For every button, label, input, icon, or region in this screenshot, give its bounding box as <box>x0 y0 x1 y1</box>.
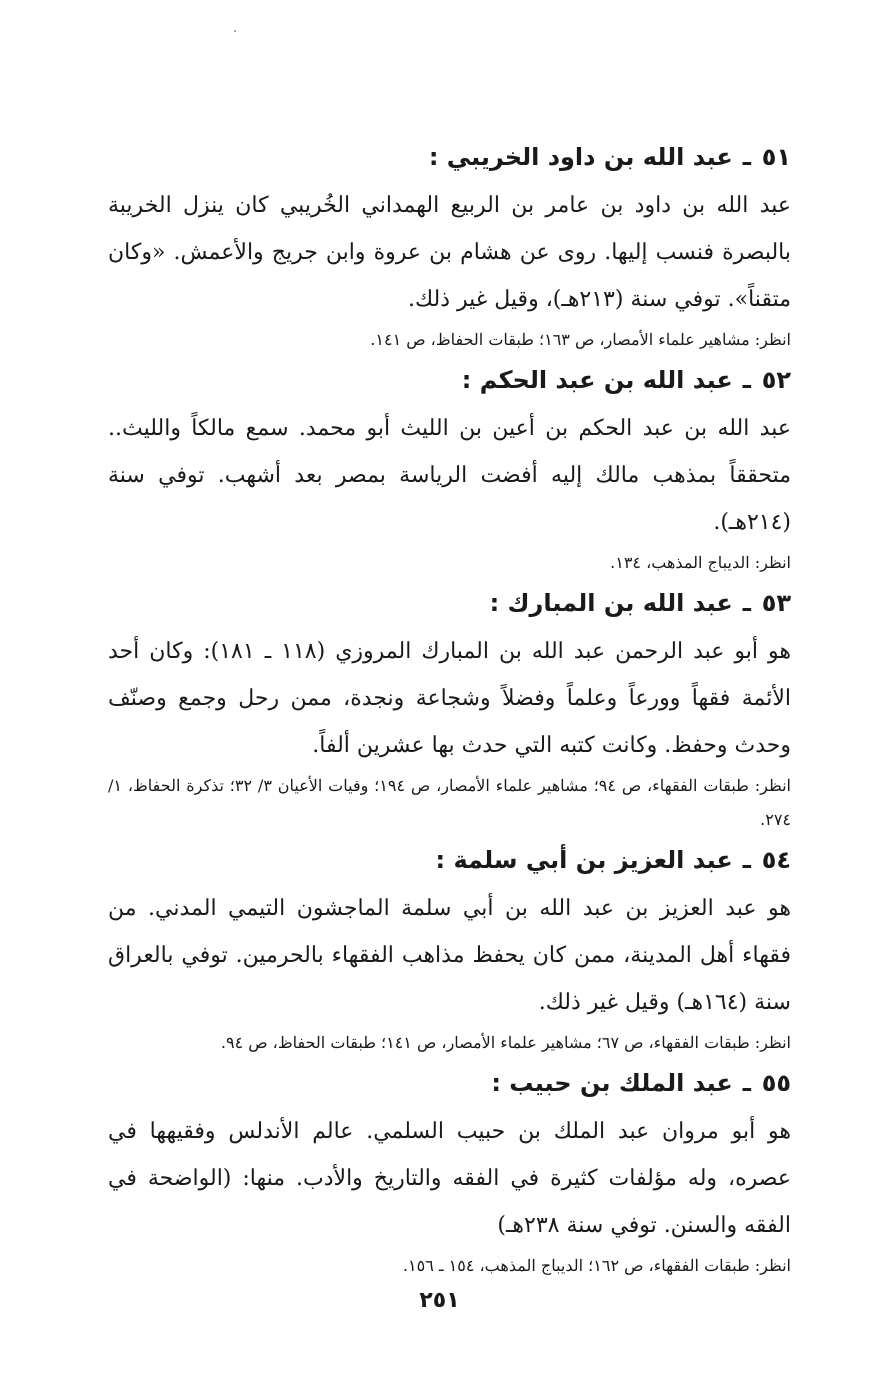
entry-heading <box>108 1066 791 1100</box>
entry-body: عبد الله بن عبد الحكم بن أعين بن الليث أبو محمد. سمع مالكاً والليث.. متحققاً بمذهب مالك إليه أفضت الرياسة بمصر بعد أشهب. توفي سنة (٢١٤هـ). <box>108 416 791 535</box>
entry-51 <box>108 140 791 357</box>
entry-dash: ـ <box>742 143 751 171</box>
entry-reference: انظر: مشاهير علماء الأمصار، ص ١٦٣؛ طبقات الحفاظ، ص ١٤١. <box>370 330 791 349</box>
entry-dash: ـ <box>742 589 751 617</box>
entry-body: هو أبو عبد الرحمن عبد الله بن المبارك المروزي (١١٨ ـ ١٨١): وكان أحد الأئمة فقهاً وورعاً وعلماً وفضلاً وشجاعة ونجدة، ممن رحل وجمع وصنّف وحدث وحفظ. وكانت كتبه التي حدث بها عشرين ألفاً. <box>108 639 792 758</box>
entry-name: عبد الله بن عبد الحكم : <box>461 366 733 394</box>
entry-body: عبد الله بن داود بن عامر بن الربيع الهمداني الخُريبي كان ينزل الخريبة بالبصرة فنسب إليها. روى عن هشام بن عروة وابن جريج والأعمش. «وكان متقناً». توفي سنة (٢١٣هـ)، وقيل غير ذلك. <box>108 193 791 312</box>
entry-number: ٥٣ <box>761 589 791 617</box>
entry-reference: انظر: طبقات الفقهاء، ص ٩٤؛ مشاهير علماء الأمصار، ص ١٩٤؛ وفيات الأعيان ٣/ ٣٢؛ تذكرة الحفاظ، ١/ ٢٧٤. <box>108 776 791 829</box>
entry-dash: ـ <box>742 1069 751 1097</box>
entry-heading <box>108 586 791 620</box>
page-number: ٢٥١ <box>419 1288 460 1313</box>
entry-heading <box>108 843 791 877</box>
entry-heading <box>108 140 791 174</box>
entry-reference: انظر: طبقات الفقهاء، ص ٦٧؛ مشاهير علماء الأمصار، ص ١٤١؛ طبقات الحفاظ، ص ٩٤. <box>220 1033 791 1052</box>
entry-reference: انظر: الديباج المذهب، ١٣٤. <box>610 553 791 572</box>
entry-name: عبد الله بن المبارك : <box>489 589 733 617</box>
entry-dash: ـ <box>742 366 751 394</box>
entry-dash: ـ <box>742 846 751 874</box>
entry-name: عبد العزيز بن أبي سلمة : <box>435 846 733 874</box>
entry-body: هو عبد العزيز بن عبد الله بن أبي سلمة الماجشون التيمي المدني. من فقهاء أهل المدينة، ممن كان يحفظ مذاهب الفقهاء بالحرمين. توفي بالعراق سنة (١٦٤هـ) وقيل غير ذلك. <box>108 896 791 1015</box>
entry-heading <box>108 363 791 397</box>
entry-number: ٥٥ <box>761 1069 791 1097</box>
entry-number: ٥١ <box>761 143 791 171</box>
scan-speck <box>234 30 236 32</box>
entry-number: ٥٤ <box>761 846 791 874</box>
entry-name: عبد الملك بن حبيب : <box>491 1069 733 1097</box>
entry-name: عبد الله بن داود الخريبي : <box>428 143 733 171</box>
entry-reference: انظر: طبقات الفقهاء، ص ١٦٢؛ الديباج المذهب، ١٥٤ ـ ١٥٦. <box>402 1256 791 1275</box>
entry-54 <box>108 843 791 1060</box>
entry-52 <box>108 363 791 580</box>
entry-53 <box>108 586 791 837</box>
entry-number: ٥٢ <box>761 366 791 394</box>
entry-body: هو أبو مروان عبد الملك بن حبيب السلمي. عالم الأندلس وفقيهها في عصره، وله مؤلفات كثيرة في الفقه والتاريخ والأدب. منها: (الواضحة في الفقه والسنن. توفي سنة ٢٣٨هـ) <box>108 1119 791 1238</box>
entry-55 <box>108 1066 791 1283</box>
